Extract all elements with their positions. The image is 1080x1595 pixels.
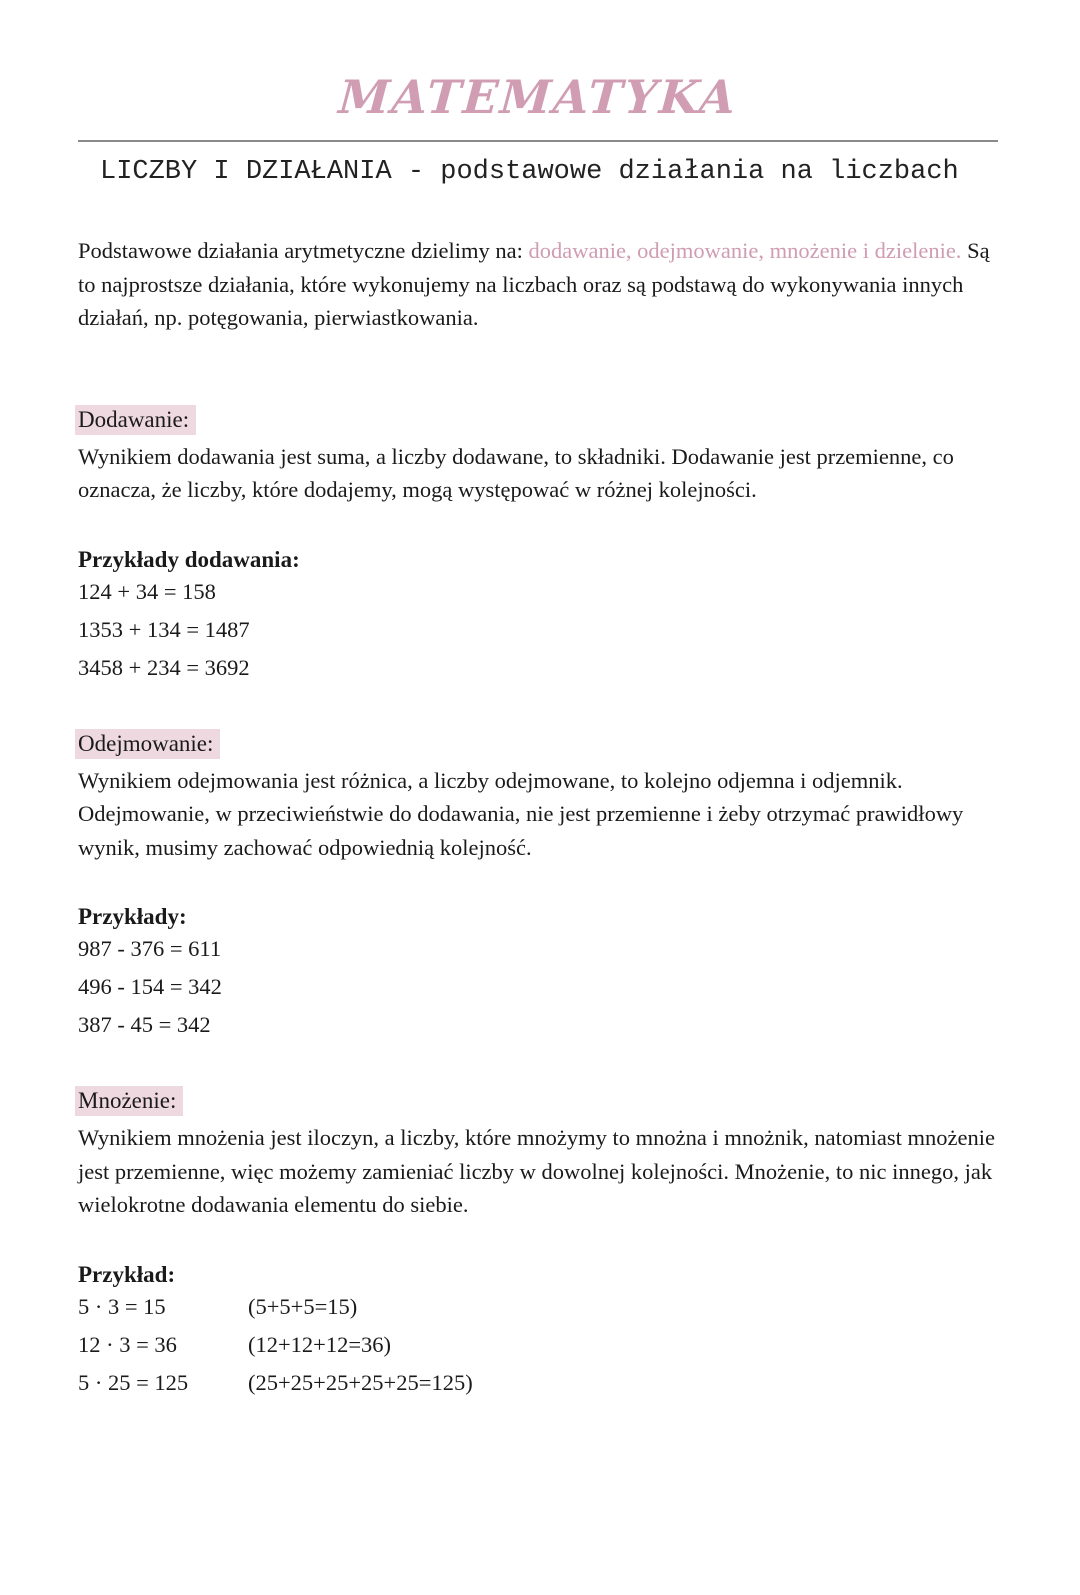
addition-heading: Dodawanie: [75, 405, 196, 435]
document-page [0, 70, 1080, 1595]
subtraction-body: Wynikiem odejmowania jest różnica, a liczby odejmowane, to kolejno odjemna i odjemnik. Odejmowanie, w przeciwieństwie do dodawania, nie jest przemienne i żeby otrzymać prawidłowy wynik, musimy zachować odpowiednią kolejność. [78, 767, 964, 860]
page-subtitle: LICZBY I DZIAŁANIA - podstawowe działania na liczbach [100, 157, 959, 187]
multiplication-heading: Mnożenie: [75, 1086, 183, 1116]
addition-examples-list [78, 573, 998, 687]
example-equation: 1353 + 134 = 1487 [78, 616, 250, 642]
example-equation: 987 - 376 = 611 [78, 936, 222, 961]
page-title: MATEMATYKA [336, 70, 740, 124]
example-equation: 124 + 34 = 158 [78, 578, 216, 604]
section-addition [78, 335, 998, 687]
addition-body: Wynikiem dodawania jest suma, a liczby dodawane, to składniki. Dodawanie jest przemienne, co oznacza, że liczby, które dodajemy, mogą występować w różnej kolejności. [78, 443, 954, 502]
example-equation: 496 - 154 = 342 [78, 974, 222, 999]
intro-text-after: Są to najprostsze działania, które wykonujemy na liczbach oraz są podstawą do wykonywania innych działań, np. potęgowania, pierwiastkowania. [78, 238, 990, 330]
equation: 5 · 3 = 15 [78, 1293, 166, 1319]
intro-text-before: Podstawowe działania arytmetyczne dzielimy na: [78, 238, 529, 263]
addition-examples-heading: Przykłady dodawania: [78, 546, 300, 572]
section-subtraction [78, 687, 998, 1045]
multiplication-examples-heading: Przykład: [78, 1261, 176, 1287]
subtraction-examples-heading: Przykłady: [78, 904, 187, 929]
example-equation-row [78, 1364, 998, 1402]
equation-expansion: (25+25+25+25+25=125) [248, 1369, 473, 1395]
equation: 5 · 25 = 125 [78, 1369, 189, 1395]
intro-accent-text: dodawanie, odejmowanie, mnożenie i dzielenie. [528, 238, 962, 263]
subtraction-heading: Odejmowanie: [75, 729, 220, 759]
example-equation-row [78, 1326, 998, 1364]
multiplication-body: Wynikiem mnożenia jest iloczyn, a liczby, które mnożymy to mnożna i mnożnik, natomiast mnożenie jest przemienne, więc możemy zamieniać liczby w dowolnej kolejności. Mnożenie, to nic innego, jak wielokrotne dodawania elementu do siebie. [78, 1125, 995, 1217]
equation-expansion: (12+12+12=36) [248, 1331, 392, 1357]
example-equation: 387 - 45 = 342 [78, 1012, 211, 1037]
title-divider [78, 140, 998, 142]
equation: 12 · 3 = 36 [78, 1331, 177, 1357]
section-multiplication [78, 1044, 998, 1402]
subtraction-examples-list [78, 930, 998, 1044]
equation-expansion: (5+5+5=15) [248, 1293, 358, 1319]
example-equation: 3458 + 234 = 3692 [78, 654, 250, 680]
example-equation-row [78, 1288, 998, 1326]
multiplication-examples-list [78, 1288, 998, 1402]
intro-paragraph [78, 234, 998, 335]
